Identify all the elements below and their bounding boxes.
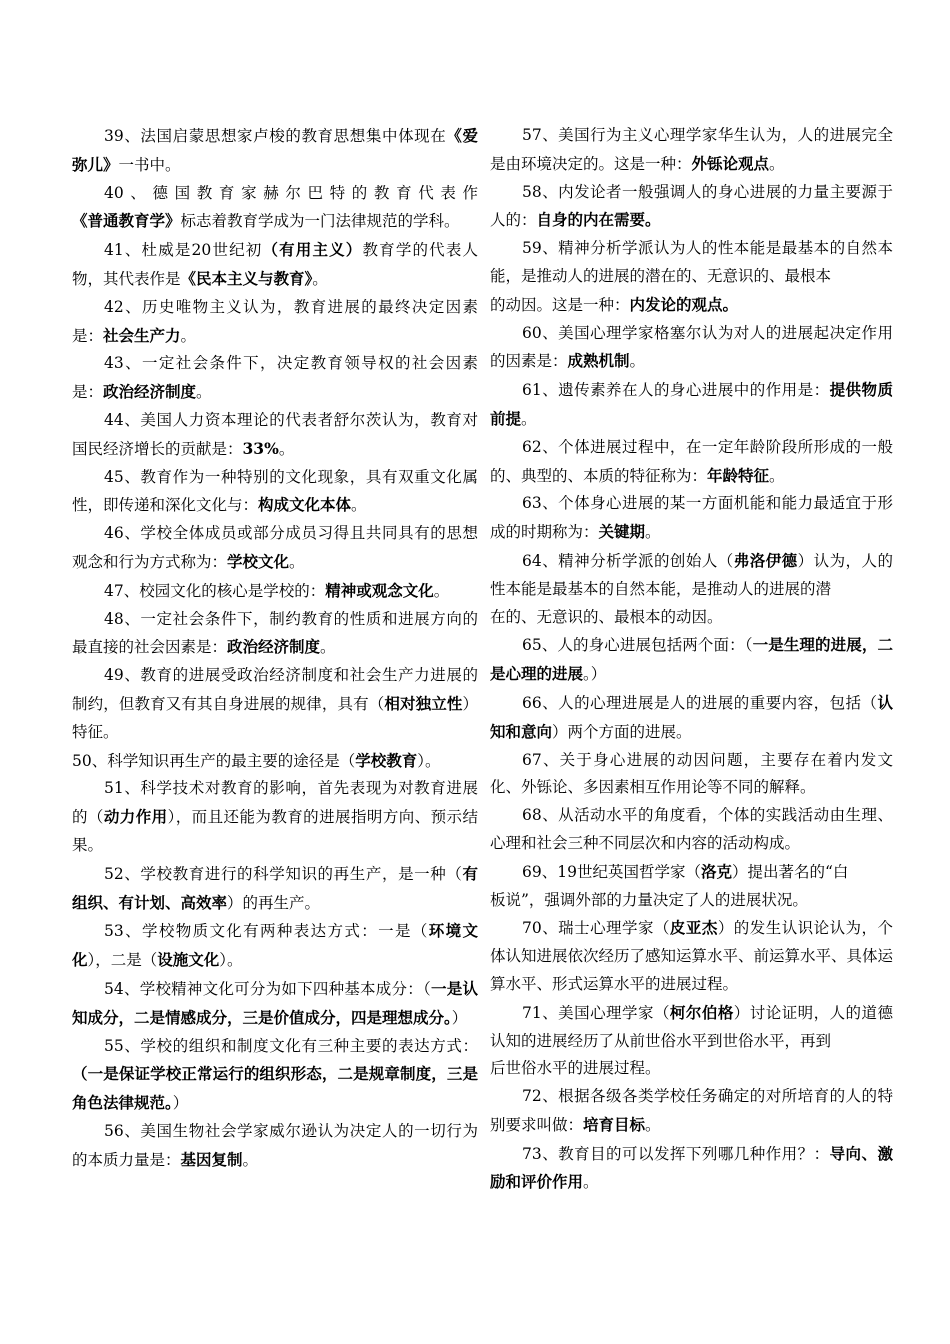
question-text: ），二是（ [87, 951, 158, 970]
question-item [72, 1118, 478, 1175]
question-text: 56、美国生物社会学家威尔逊认为决定人的一切行为的本质力量是： [72, 1121, 478, 1169]
question-item [72, 122, 478, 180]
question-item [72, 236, 478, 294]
question-text: 。 [645, 523, 661, 542]
question-text: 。 [351, 496, 367, 515]
question-text: ），而且还能为教育的进展指明方向、预示结果。 [72, 808, 478, 854]
question-text: 。 [312, 269, 328, 288]
question-text: ）。 [219, 951, 243, 970]
question-text: ）两个方面的进展。 [552, 722, 692, 741]
answer-text: 社会生产力 [103, 325, 181, 345]
answer-text: （一是保证学校正常运行的组织形态，二是规章制度，三是角色法律规范。 [72, 1064, 478, 1113]
question-text: 。 [583, 1173, 599, 1192]
answer-text: 柯尔伯格 [669, 1002, 734, 1022]
question-text: 。 [645, 1115, 661, 1134]
question-text: 57、美国行为主义心理学家华生认为，人的进展完全是由环境决定的。这是一种： [490, 126, 893, 173]
answer-text: 相对独立性 [384, 693, 463, 713]
question-text: ）特征。 [72, 694, 478, 741]
question-text: 66、人的心理进展是人的进展的重要内容，包括（ [522, 693, 878, 712]
question-text: 48、一定社会条件下，制约教育的性质和进展方向的最直接的社会因素是： [72, 609, 478, 657]
question-text: ）认为，人的性本能是最基本的自然本能，是推动人的进展的潜 [490, 551, 893, 598]
question-item [72, 294, 478, 351]
question-text: 51、科学技术对教育的影响，首先表现为对教育进展的（ [72, 779, 478, 827]
question-text: 68、从活动水平的角度看，个体的实践活动由生理、心理和社会三种不同层次和内容的活动构成。 [490, 806, 893, 852]
question-text: 67、关于身心进展的动因问题，主要存在着内发文化、外铄论、多因素相互作用论等不同的解释。 [490, 750, 893, 797]
question-text: 。 [242, 1150, 259, 1169]
question-text: 72、根据各级各类学校任务确定的对所培育的人的特别要求叫做： [490, 1087, 893, 1134]
answer-text: 学校文化 [227, 551, 290, 571]
answer-text: 政治经济制度 [227, 637, 321, 657]
question-item [72, 860, 478, 918]
question-item [490, 747, 893, 803]
question-text: 。 [769, 154, 785, 173]
answer-text: 有组织、有计划、高效率 [72, 863, 478, 912]
question-text: 54、学校精神文化可分为如下四种基本成分：（ [104, 979, 431, 998]
question-text: 板说”，强调外部的力量决定了人的进展状况。 [490, 890, 808, 909]
answer-text: 认知和意向 [490, 692, 893, 741]
question-item [490, 320, 893, 377]
question-text: 70、瑞士心理学家（ [522, 919, 670, 938]
question-text: 。 [289, 552, 305, 571]
question-text: ）的再生产。 [227, 893, 321, 912]
question-text: 标志着教育学成为一门法律规范的学科。 [180, 212, 460, 231]
answer-text: 构成文化本体 [258, 495, 352, 515]
question-text: ）讨论证明，人的道德认知的进展经历了从前世俗水平到世俗水平，再到 [490, 1003, 893, 1050]
question-text: 71、美国心理学家（ [522, 1003, 670, 1022]
answer-text: 导向、激励和评价作用 [490, 1143, 893, 1192]
question-text: 50、科学知识再生产的最主要的途径是（ [72, 751, 356, 770]
question-text: 。 [196, 383, 212, 402]
question-text: 59、精神分析学派认为人的性本能是最基本的自然本能，是推动人的进展的潜在的、无意识的、最根本 [490, 239, 893, 285]
question-item [490, 547, 893, 631]
question-text: 45、教育作为一种特别的文化现象，具有双重文化属性，即传递和深化文化与： [72, 467, 478, 515]
question-text: 39、法国启蒙思想家卢梭的教育思想集中体现在 [104, 127, 447, 145]
question-text: 后世俗水平的进展过程。 [490, 1059, 661, 1078]
question-item [490, 999, 893, 1083]
question-item [72, 180, 478, 237]
question-text: 64、精神分析学派的创始人（ [522, 551, 734, 570]
answer-text: 年龄特征 [707, 465, 770, 485]
question-item [490, 122, 893, 179]
question-item [490, 434, 893, 491]
answer-text: 弗洛伊德 [733, 550, 798, 570]
answer-text: 33% [242, 438, 279, 458]
question-text: 62、个体进展过程中，在一定年龄阶段所形成的一般的、典型的、本质的特征称为： [490, 437, 893, 485]
answer-text: 关键期 [598, 522, 646, 542]
question-text: 60、美国心理学家格塞尔认为对人的进展起决定作用的因素是： [490, 323, 893, 371]
answer-text: 成熟机制 [567, 351, 630, 371]
answer-text: 培育目标 [583, 1114, 646, 1134]
question-item [490, 858, 893, 915]
question-text: 61、遗传素养在人的身心进展中的作用是： [522, 381, 830, 400]
question-item [72, 662, 478, 746]
question-text: ） [172, 1094, 189, 1113]
answer-text: 一是认知成分，二是情感成分，三是价值成分，四是理想成分。 [72, 978, 478, 1027]
question-item [490, 1083, 893, 1140]
question-item [490, 914, 893, 998]
question-item [72, 407, 478, 464]
question-item [72, 917, 478, 975]
question-item [490, 179, 893, 236]
question-text: 。 [629, 352, 646, 371]
question-text: 。 [433, 581, 450, 600]
question-text: 49、教育的进展受政治经济制度和社会生产力进展的制约，但教育又有其自身进展的规律，具有（ [72, 666, 478, 713]
question-text: ） [451, 1008, 468, 1027]
question-item [72, 775, 478, 859]
question-text: 46、学校全体成员或部分成员习得且共同具有的思想观念和行为方式称为： [72, 524, 478, 571]
question-item [490, 235, 893, 319]
answer-text: 环境文化 [72, 921, 478, 970]
question-text: 73、教育目的可以发挥下列哪几种作用？： [522, 1144, 830, 1163]
question-text: 一书中。 [118, 155, 181, 174]
answer-text: 《爱弥儿》 [72, 126, 478, 174]
left-column [72, 122, 478, 1174]
question-text: 43、一定社会条件下，决定教育领导权的社会因素是： [72, 354, 478, 402]
answer-text: 洛克 [700, 861, 732, 881]
question-item [490, 689, 893, 747]
question-text: 。 [521, 409, 537, 428]
question-text: 。 [769, 466, 785, 485]
question-item [72, 975, 478, 1033]
answer-text: 政治经济制度 [103, 382, 197, 402]
question-item [490, 802, 893, 858]
question-text: ）提出著名的“白 [731, 862, 849, 881]
question-text: 。） [583, 665, 607, 684]
question-text: 41、杜威是20世纪初 [104, 241, 263, 260]
question-item [72, 1033, 478, 1118]
question-item [490, 376, 893, 434]
question-text: 53、学校物质文化有两种表达方式：一是（ [104, 922, 429, 941]
answer-text: 皮亚杰 [669, 918, 718, 938]
answer-text: 内发论的观点。 [629, 294, 739, 314]
answer-text: （有用主义） [262, 240, 363, 260]
question-item [490, 490, 893, 547]
question-text: 40、德国教育家赫尔巴特的教育代表作 [104, 183, 478, 202]
question-text: 在的、无意识的、最根本的动因。 [490, 607, 723, 626]
question-item [72, 464, 478, 521]
question-text: 52、学校教育进行的科学知识的再生产，是一种（ [104, 864, 463, 883]
question-item [72, 747, 478, 776]
question-item [72, 350, 478, 407]
answer-text: 外铄论观点 [691, 153, 770, 173]
answer-text: 《民本主义与教育》 [180, 268, 313, 288]
question-item [72, 577, 478, 606]
question-text: ）。 [417, 751, 441, 770]
answer-text: 一是生理的进展，二是心理的进展 [490, 635, 893, 684]
question-text: 55、学校的组织和制度文化有三种主要的表达方式： [104, 1036, 478, 1055]
answer-text: 自身的内在需要。 [536, 210, 661, 230]
right-column [490, 122, 893, 1197]
question-item [72, 606, 478, 663]
question-item [490, 1140, 893, 1198]
question-text: 47、校园文化的核心是学校的： [104, 581, 326, 600]
question-text: 。 [278, 439, 295, 458]
question-text: 65、人的身心进展包括两个面：（ [522, 636, 753, 655]
answer-text: 动力作用 [103, 807, 168, 827]
question-text: 。 [320, 638, 336, 657]
question-item [72, 520, 478, 577]
answer-text: 基因复制 [180, 1149, 243, 1169]
question-text: 69、19世纪英国哲学家（ [522, 862, 701, 881]
answer-text: 提供物质前提 [490, 380, 893, 428]
question-text: ）的发生认识论认为，个体认知进展依次经历了感知运算水平、前运算水平、具体运算水平、形式运算水平的进展过程。 [490, 919, 894, 993]
answer-text: 设施文化 [157, 950, 220, 970]
answer-text: 学校教育 [355, 750, 418, 770]
question-item [490, 631, 893, 689]
question-text: 63、个体身心进展的某一方面机能和能力最适宜于形成的时期称为： [490, 494, 893, 542]
question-text: 的动因。这是一种： [490, 295, 630, 314]
question-text: 。 [180, 326, 197, 345]
question-text: 教育学的代表人物，其代表作是 [72, 241, 478, 288]
answer-text: 精神或观念文化 [325, 580, 434, 600]
answer-text: 《普通教育学》 [72, 211, 181, 231]
question-text: 42、历史唯物主义认为，教育进展的最终决定因素是： [72, 297, 478, 345]
question-text: 58、内发论者一般强调人的身心进展的力量主要源于人的： [490, 182, 893, 230]
question-text: 44、美国人力资本理论的代表者舒尔茨认为，教育对国民经济增长的贡献是： [72, 410, 478, 458]
